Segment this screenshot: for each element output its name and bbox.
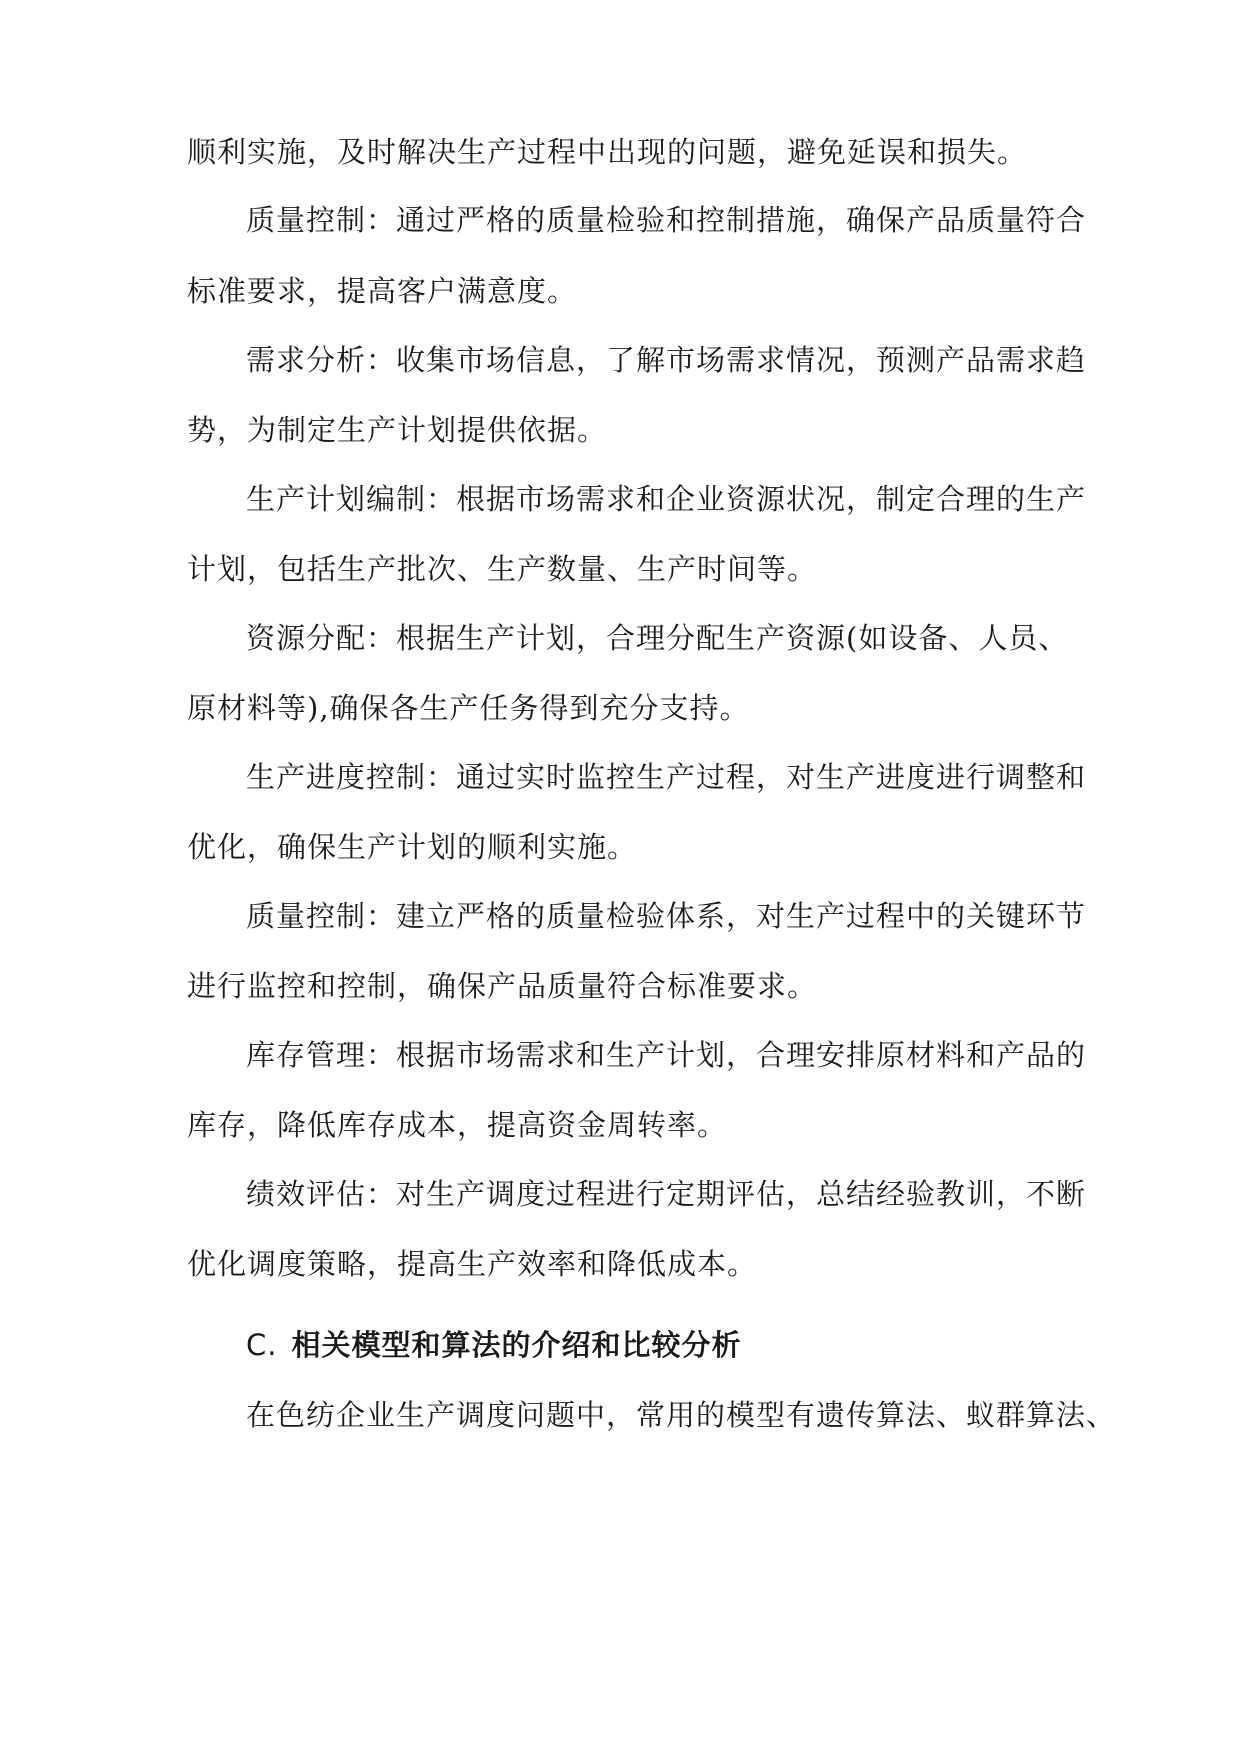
paragraph-line: 原材料等),确保各生产任务得到充分支持。 [187, 691, 750, 725]
paragraph-line: 生产计划编制：根据市场需求和企业资源状况，制定合理的生产 [246, 482, 1087, 516]
paragraph-line: 进行监控和控制，确保产品质量符合标准要求。 [187, 969, 818, 1003]
section-heading [246, 1327, 741, 1363]
paragraph-line: 计划，包括生产批次、生产数量、生产时间等。 [187, 552, 818, 586]
paragraph-line: 标准要求，提高客户满意度。 [187, 274, 578, 308]
paragraph-line: 质量控制：通过严格的质量检验和控制措施，确保产品质量符合 [246, 203, 1087, 237]
section-title: 相关模型和算法的介绍和比较分析 [291, 1328, 742, 1362]
paragraph-line: 优化，确保生产计划的顺利实施。 [187, 830, 638, 864]
paragraph-line: 优化调度策略，提高生产效率和降低成本。 [187, 1247, 758, 1281]
paragraph-line: 需求分析：收集市场信息，了解市场需求情况，预测产品需求趋 [246, 343, 1087, 377]
paragraph-line: 在色纺企业生产调度问题中，常用的模型有遗传算法、蚁群算法、 [246, 1398, 1117, 1432]
paragraph-line: 资源分配：根据生产计划，合理分配生产资源(如设备、人员、 [246, 621, 1069, 655]
paragraph-line: 质量控制：建立严格的质量检验体系，对生产过程中的关键环节 [246, 899, 1087, 933]
section-label: C. [246, 1328, 278, 1362]
paragraph-line: 库存，降低库存成本，提高资金周转率。 [187, 1108, 728, 1142]
paragraph-line: 生产进度控制：通过实时监控生产过程，对生产进度进行调整和 [246, 760, 1087, 794]
paragraph-line: 库存管理：根据市场需求和生产计划，合理安排原材料和产品的 [246, 1038, 1087, 1072]
paragraph-line: 顺利实施，及时解决生产过程中出现的问题，避免延误和损失。 [187, 135, 1028, 169]
paragraph-line: 势，为制定生产计划提供依据。 [187, 413, 608, 447]
paragraph-line: 绩效评估：对生产调度过程进行定期评估，总结经验教训，不断 [246, 1177, 1087, 1211]
